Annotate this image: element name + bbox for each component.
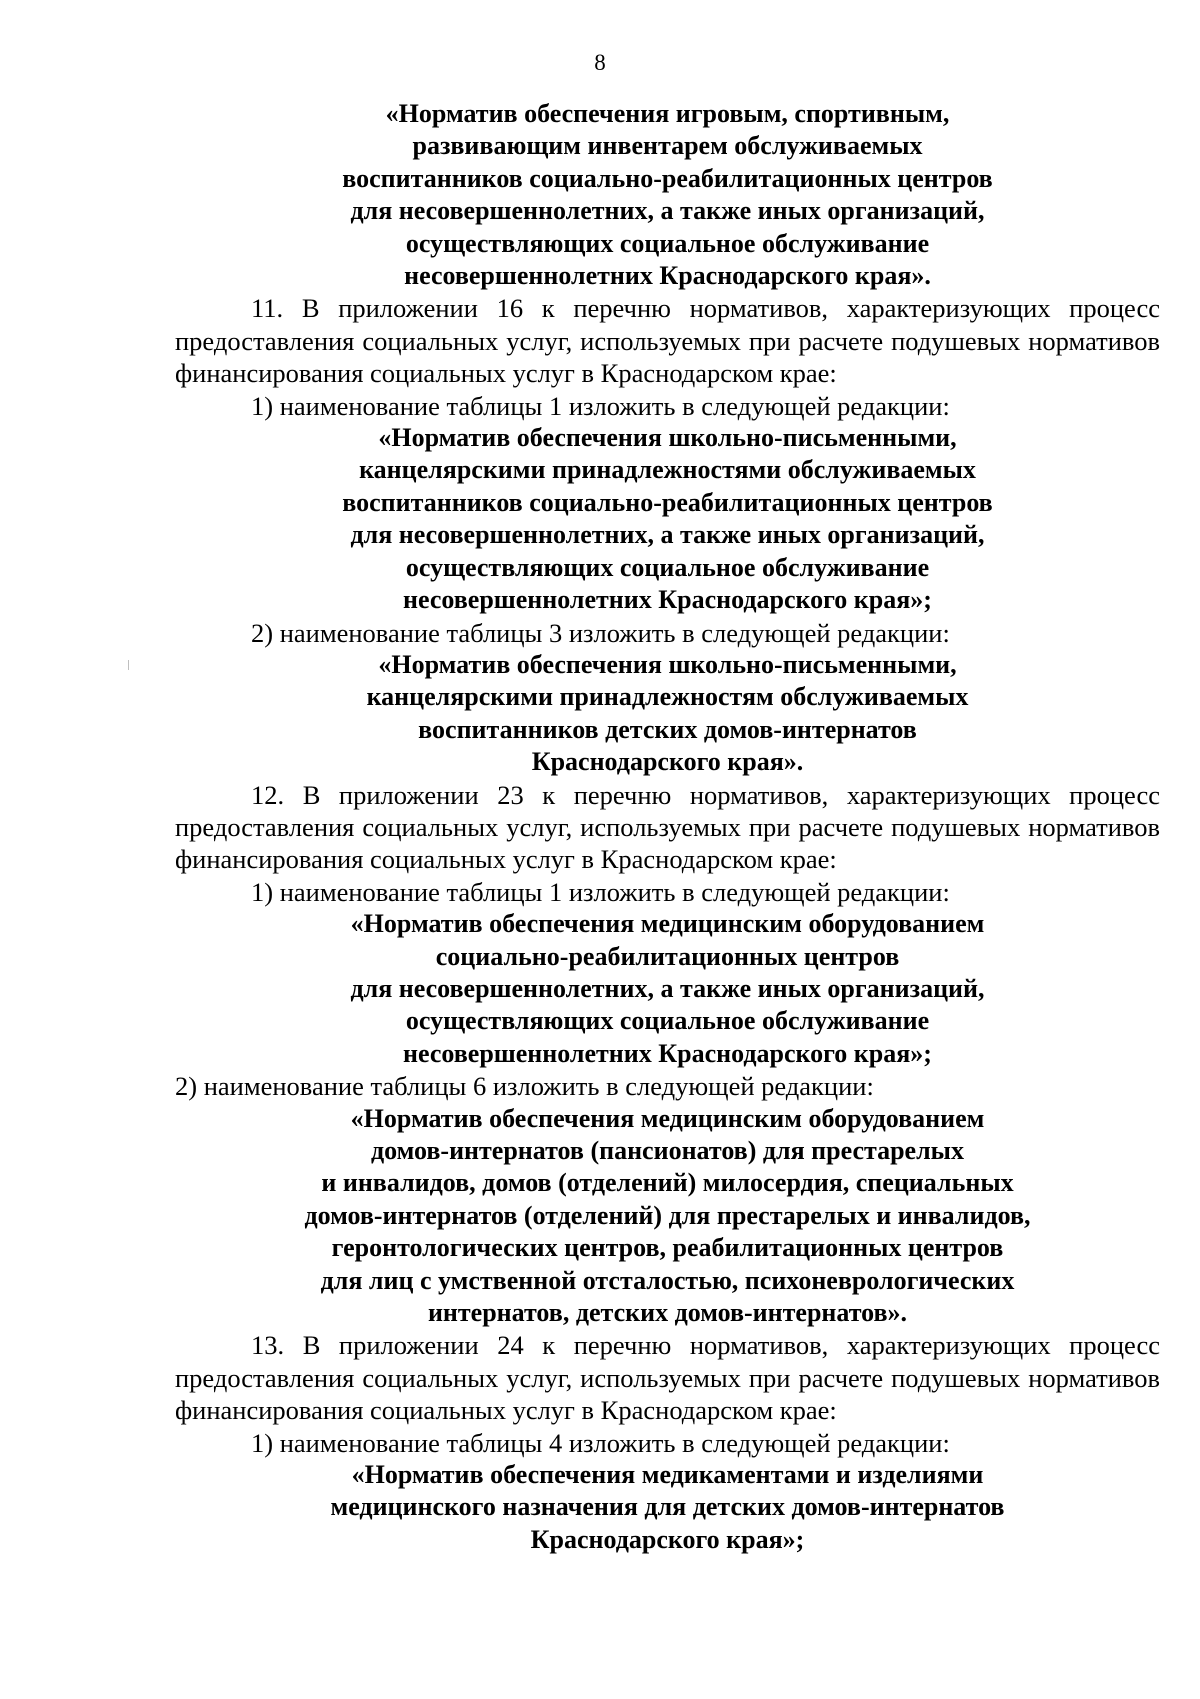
heading-line: «Норматив обеспечения школьно-письменными, [378, 423, 957, 453]
heading-line: воспитанников социально-реабилитационных центров [342, 487, 993, 517]
heading-line: несовершеннолетних Краснодарского края»; [403, 585, 932, 615]
heading-line: воспитанников социально-реабилитационных центров [342, 163, 993, 193]
heading-line: интернатов, детских домов-интернатов». [427, 1298, 908, 1328]
table-title-heading [175, 1459, 1160, 1556]
clause-paragraph: 12. В приложении 23 к перечню нормативов, характеризующих процесс предоставления социальных услуг, используемых при расчете подушевых нормативов финансирования социальных услуг в Краснодарском крае: [175, 779, 1160, 875]
table-title-heading [175, 98, 1160, 292]
heading-line: для несовершеннолетних, а также иных организаций, [350, 196, 985, 226]
subclause-line: 1) наименование таблицы 4 изложить в следующей редакции: [251, 1427, 950, 1458]
clause-paragraph: 11. В приложении 16 к перечню нормативов, характеризующих процесс предоставления социальных услуг, используемых при расчете подушевых нормативов финансирования социальных услуг в Краснодарском крае: [175, 293, 1160, 389]
table-title-heading [175, 1103, 1160, 1330]
heading-line: «Норматив обеспечения медицинским оборудованием [350, 1103, 985, 1133]
heading-line: для лиц с умственной отсталостью, психоневрологических [320, 1265, 1015, 1295]
heading-line: осуществляющих социальное обслуживание [405, 228, 930, 258]
heading-line: осуществляющих социальное обслуживание [405, 552, 930, 582]
heading-line: осуществляющих социальное обслуживание [405, 1006, 930, 1036]
clause-paragraph: 13. В приложении 24 к перечню нормативов, характеризующих процесс предоставления социальных услуг, используемых при расчете подушевых нормативов финансирования социальных услуг в Краснодарском крае: [175, 1330, 1160, 1426]
page-number: 8 [594, 50, 606, 75]
heading-line: медицинского назначения для детских домов-интернатов [330, 1492, 1005, 1522]
heading-line: «Норматив обеспечения игровым, спортивным, [385, 99, 950, 128]
heading-line: канцелярскими принадлежностями обслуживаемых [359, 455, 976, 485]
heading-line: канцелярскими принадлежностям обслуживаемых [366, 682, 969, 712]
scan-artifact [128, 660, 129, 670]
table-title-heading [175, 422, 1160, 616]
subclause-line: 1) наименование таблицы 1 изложить в следующей редакции: [251, 876, 950, 907]
heading-line: Краснодарского края»; [530, 1524, 805, 1554]
heading-line: несовершеннолетних Краснодарского края». [404, 261, 931, 291]
heading-line: домов-интернатов (пансионатов) для престарелых [371, 1136, 964, 1165]
heading-line: развивающим инвентарем обслуживаемых [412, 131, 923, 161]
subclause-line: 2) наименование таблицы 6 изложить в следующей редакции: [175, 1071, 874, 1102]
heading-line: для несовершеннолетних, а также иных организаций, [350, 520, 985, 550]
table-title-heading [175, 908, 1160, 1070]
heading-line: «Норматив обеспечения медицинским оборудованием [350, 909, 985, 939]
document-body [175, 98, 1160, 1556]
heading-line: несовершеннолетних Краснодарского края»; [403, 1038, 932, 1068]
table-title-heading [175, 649, 1160, 779]
heading-line: для несовершеннолетних, а также иных организаций, [350, 973, 985, 1003]
heading-line: домов-интернатов (отделений) для престарелых и инвалидов, [304, 1200, 1031, 1230]
heading-line: «Норматив обеспечения школьно-письменными, [378, 649, 957, 679]
subclause-line: 2) наименование таблицы 3 изложить в следующей редакции: [251, 617, 950, 648]
heading-line: и инвалидов, домов (отделений) милосердия, специальных [321, 1168, 1014, 1198]
heading-line: воспитанников детских домов-интернатов [418, 714, 917, 744]
heading-line: «Норматив обеспечения медикаментами и изделиями [351, 1460, 984, 1490]
subclause-line: 1) наименование таблицы 1 изложить в следующей редакции: [251, 390, 950, 421]
heading-line: социально-реабилитационных центров [435, 941, 900, 971]
heading-line: Краснодарского края». [531, 747, 804, 777]
heading-line: геронтологических центров, реабилитационных центров [331, 1233, 1004, 1263]
